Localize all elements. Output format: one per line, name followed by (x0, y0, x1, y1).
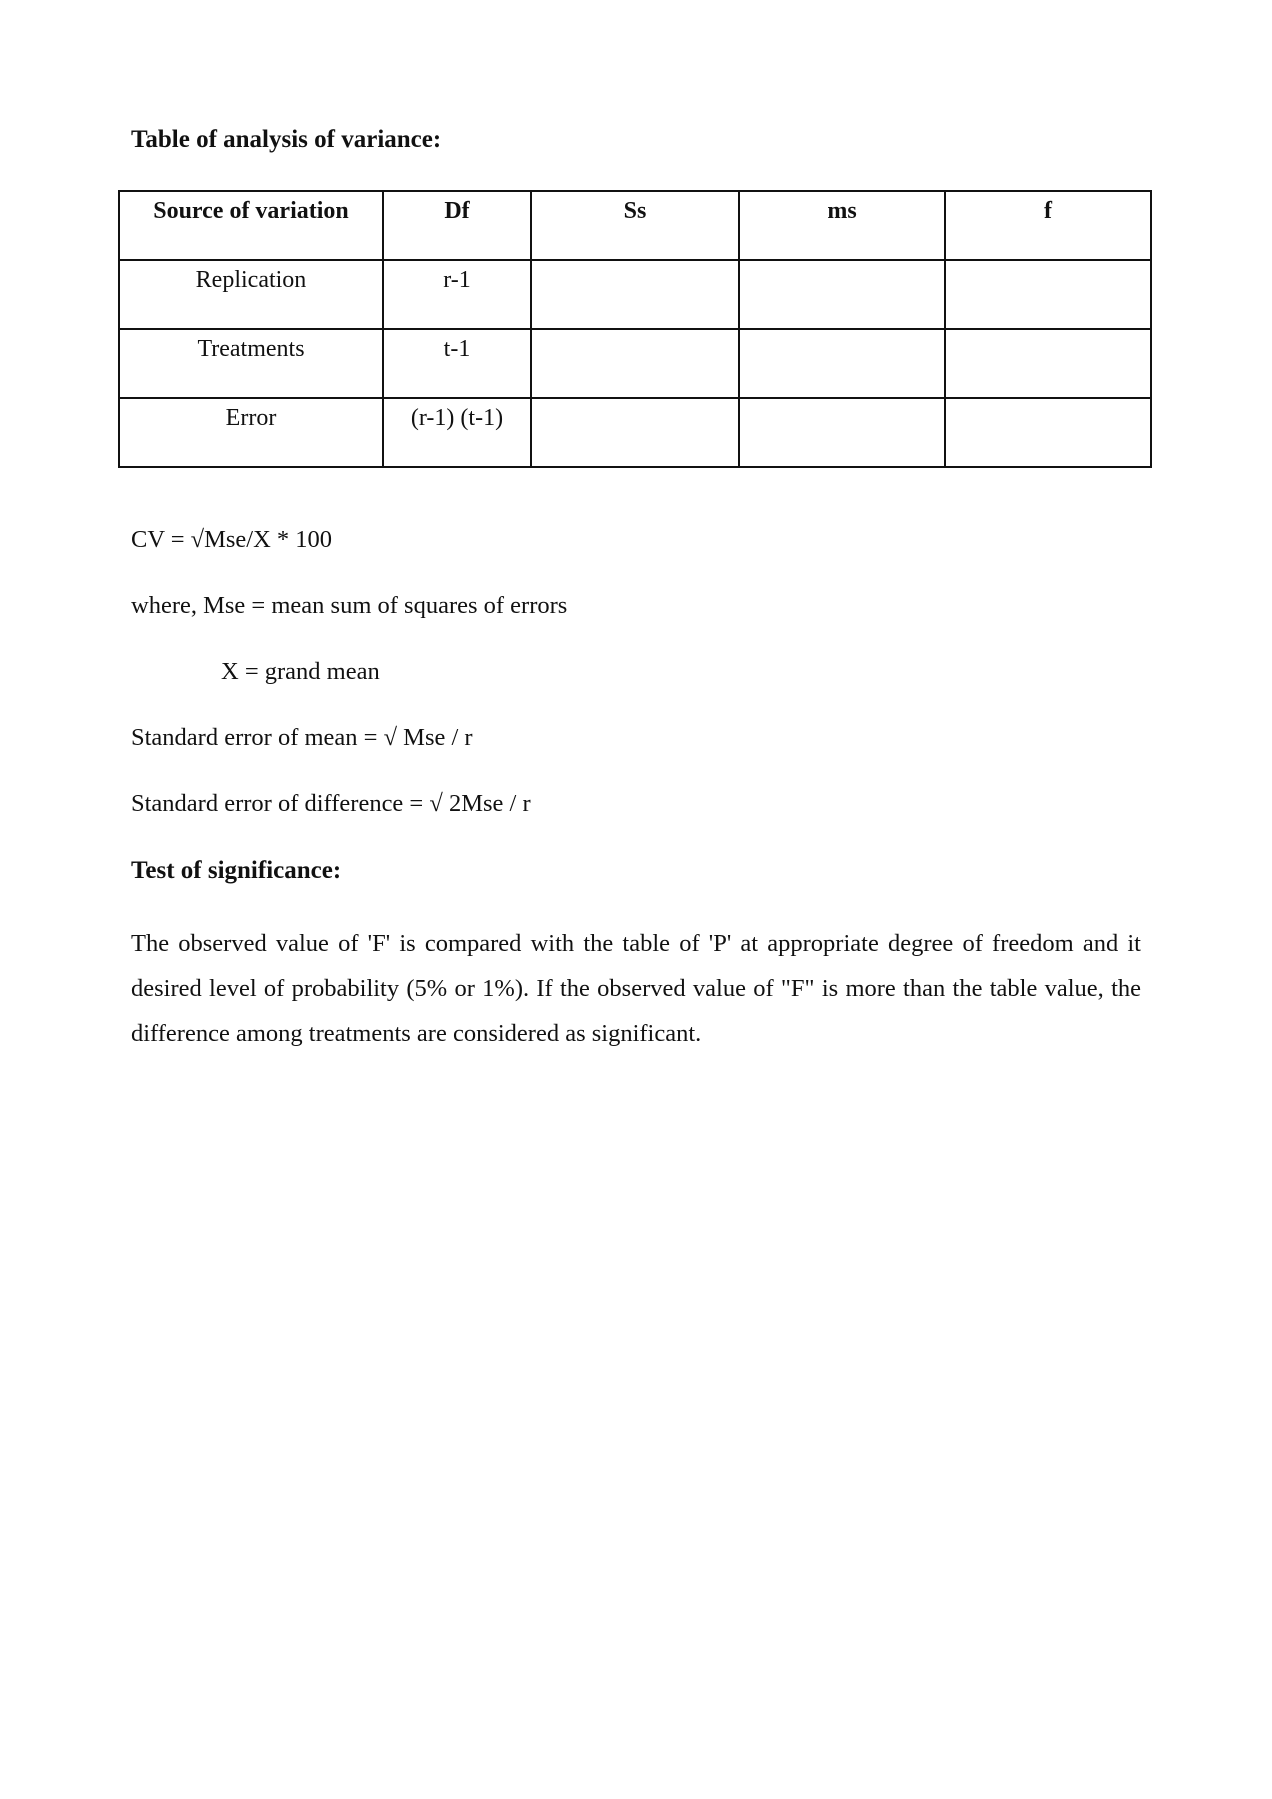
header-ms: ms (739, 191, 945, 260)
cell-df: t-1 (383, 329, 531, 398)
table-row (119, 329, 1151, 398)
cell-f (945, 260, 1151, 329)
cell-ms (739, 398, 945, 467)
standard-error-of-difference-formula: Standard error of difference = √ 2Mse / r (131, 790, 531, 817)
cell-ms (739, 260, 945, 329)
header-f: f (945, 191, 1151, 260)
cell-source: Error (119, 398, 383, 467)
significance-paragraph: The observed value of 'F' is compared with the table of 'P' at appropriate degree of freedom and it desired level of probability (5% or 1%). If the observed value of "F" is more than the table value, the difference among treatments are considered as significant. (131, 930, 1141, 1047)
significance-heading: Test of significance: (131, 857, 342, 884)
cell-ms (739, 329, 945, 398)
cell-source: Treatments (119, 329, 383, 398)
standard-error-of-mean-formula: Standard error of mean = √ Mse / r (131, 724, 473, 751)
cell-ss (531, 260, 739, 329)
mse-definition: where, Mse = mean sum of squares of errors (131, 592, 568, 619)
anova-heading: Table of analysis of variance: (131, 126, 442, 153)
cell-f (945, 398, 1151, 467)
anova-table (118, 190, 1152, 468)
cell-f (945, 329, 1151, 398)
cell-ss (531, 329, 739, 398)
table-row (119, 260, 1151, 329)
grand-mean-definition: X = grand mean (221, 658, 380, 685)
header-source-of-variation: Source of variation (119, 191, 383, 260)
table-row (119, 398, 1151, 467)
header-df: Df (383, 191, 531, 260)
cell-df: (r-1) (t-1) (383, 398, 531, 467)
header-ss: Ss (531, 191, 739, 260)
cell-ss (531, 398, 739, 467)
cv-formula: CV = √Mse/X * 100 (131, 526, 333, 553)
cell-source: Replication (119, 260, 383, 329)
table-header-row (119, 191, 1151, 260)
cell-df: r-1 (383, 260, 531, 329)
